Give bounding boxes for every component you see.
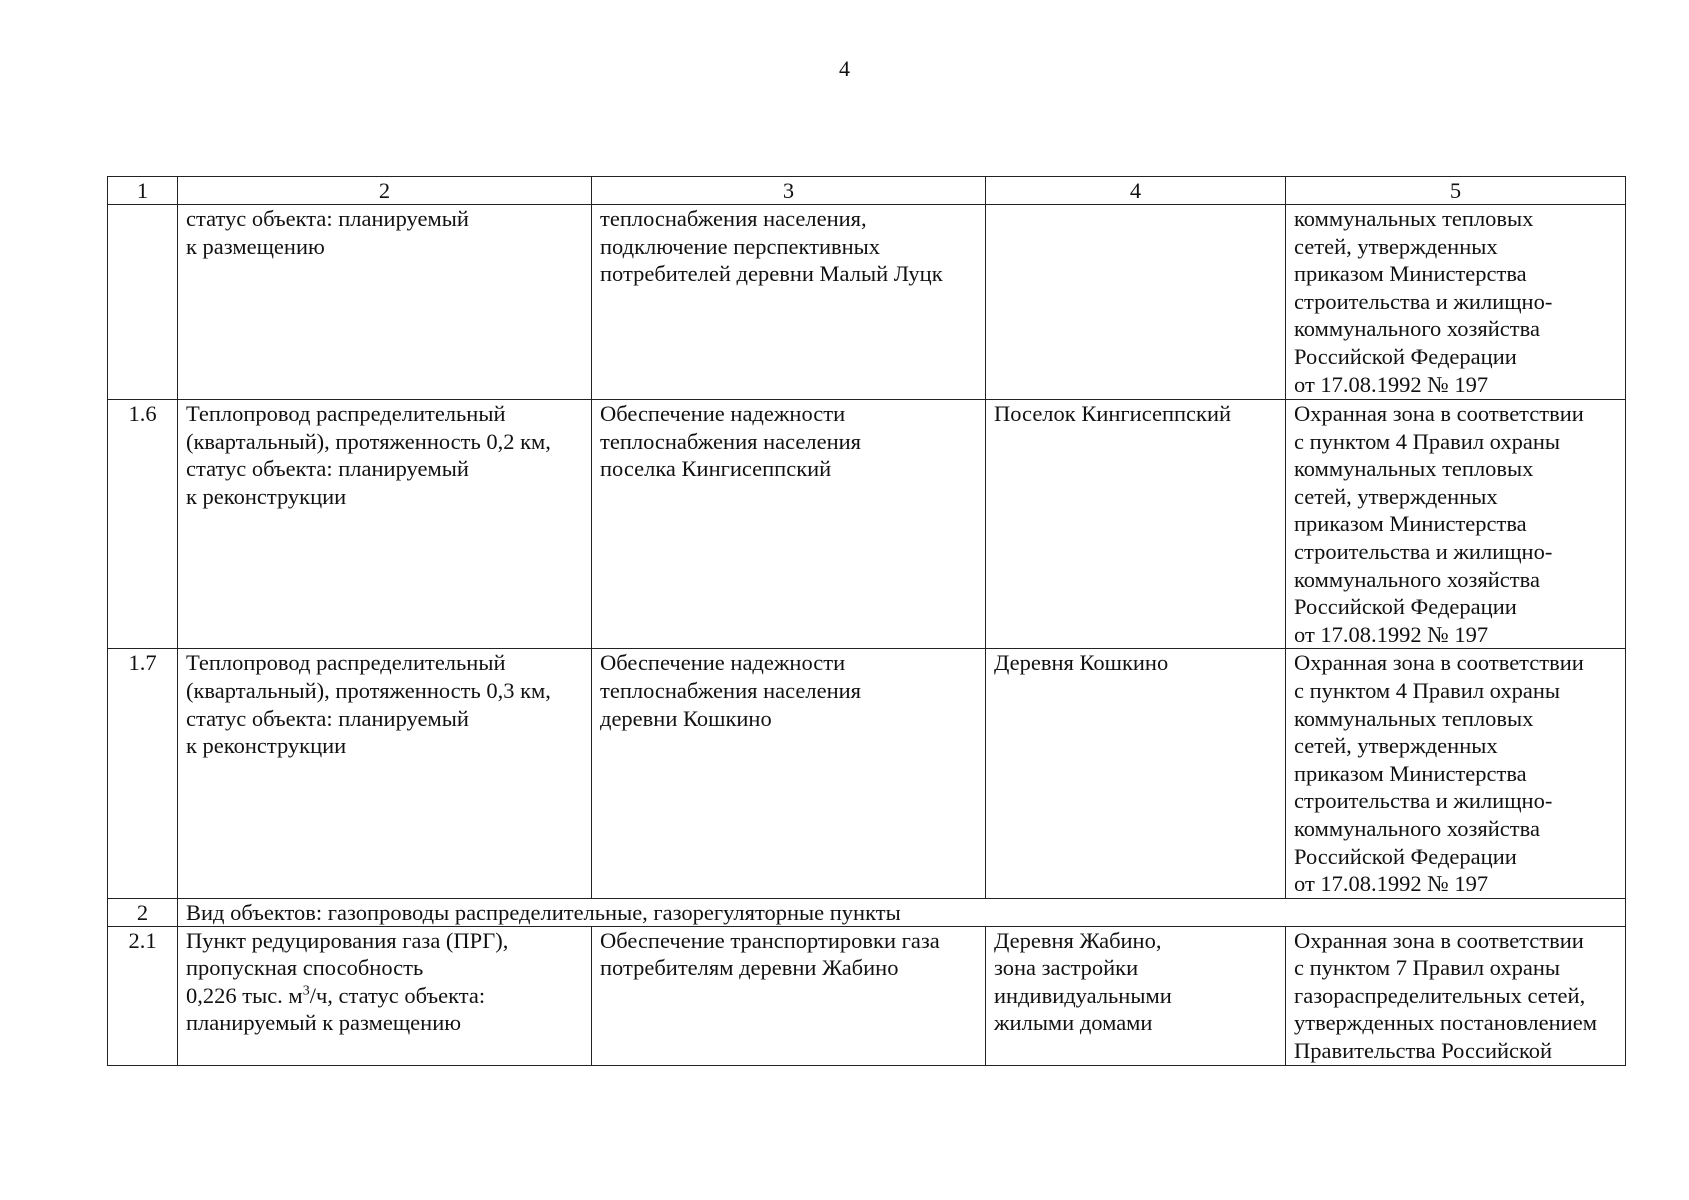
location-line: индивидуальными xyxy=(994,982,1172,1008)
location-cell: Поселок Кингисеппский xyxy=(986,400,1286,649)
purpose-line: потребителей деревни Малый Луцк xyxy=(600,261,943,287)
purpose-cell xyxy=(592,926,986,1065)
objects-table xyxy=(107,176,1626,1066)
purpose-line: подключение перспективных xyxy=(600,233,881,259)
zone-line: Российской Федерации xyxy=(1294,343,1517,369)
row-number-cell: 1.7 xyxy=(108,649,178,898)
capacity-status-text: /ч, статус объекта: xyxy=(309,982,486,1008)
purpose-line: Обеспечение надежности xyxy=(600,401,846,426)
purpose-line: потребителям деревни Жабино xyxy=(600,955,899,981)
zone-line: от 17.08.1992 № 197 xyxy=(1294,621,1489,647)
section-title-cell: Вид объектов: газопроводы распределительные, газорегуляторные пункты xyxy=(178,898,1626,926)
object-name-line: статус объекта: планируемый xyxy=(186,206,469,231)
zone-line: Охранная зона в соответствии xyxy=(1294,927,1584,953)
purpose-line: теплоснабжения населения, xyxy=(600,206,867,231)
zone-line: строительства и жилищно- xyxy=(1294,288,1553,314)
object-name-line: Теплопровод распределительный xyxy=(186,401,506,426)
zone-line: утвержденных постановлением xyxy=(1294,1010,1597,1036)
object-name-line: Теплопровод распределительный xyxy=(186,650,506,676)
section-row xyxy=(108,898,1626,926)
zone-line: строительства и жилищно- xyxy=(1294,538,1553,564)
zone-line: коммунального хозяйства xyxy=(1294,316,1540,342)
zone-line: газораспределительных сетей, xyxy=(1294,982,1586,1008)
protection-zone-cell xyxy=(1286,400,1626,649)
object-name-cell xyxy=(178,400,592,649)
protection-zone-cell xyxy=(1286,926,1626,1065)
row-number-cell: 2 xyxy=(108,898,178,926)
zone-line: сетей, утвержденных xyxy=(1294,733,1498,759)
protection-zone-cell xyxy=(1286,649,1626,898)
header-cell-2: 2 xyxy=(178,177,592,205)
zone-line: от 17.08.1992 № 197 xyxy=(1294,871,1489,897)
object-name-line xyxy=(186,982,583,1010)
table-row xyxy=(108,649,1626,898)
table-header-row xyxy=(108,177,1626,205)
location-line: жилыми домами xyxy=(994,1010,1153,1036)
object-name-cell xyxy=(178,649,592,898)
location-line: Деревня Жабино, xyxy=(994,927,1162,953)
zone-line: приказом Министерства xyxy=(1294,511,1527,537)
zone-line: Охранная зона в соответствии xyxy=(1294,401,1584,426)
row-number-cell: 1.6 xyxy=(108,400,178,649)
object-name-line: к реконструкции xyxy=(186,733,347,759)
object-name-line: к размещению xyxy=(186,233,325,259)
zone-line: коммунальных тепловых xyxy=(1294,705,1534,731)
header-cell-5: 5 xyxy=(1286,177,1626,205)
zone-line: коммунального хозяйства xyxy=(1294,815,1540,841)
zone-line: Правительства Российской xyxy=(1294,1038,1553,1064)
zone-line: приказом Министерства xyxy=(1294,760,1527,786)
zone-line: коммунального хозяйства xyxy=(1294,566,1540,592)
zone-line: с пунктом 4 Правил охраны xyxy=(1294,428,1561,454)
zone-line: Российской Федерации xyxy=(1294,843,1517,869)
table-row xyxy=(108,400,1626,649)
zone-line: сетей, утвержденных xyxy=(1294,483,1498,509)
zone-line: приказом Министерства xyxy=(1294,261,1527,287)
object-name-line: пропускная способность xyxy=(186,955,424,981)
purpose-line: Обеспечение надежности xyxy=(600,650,846,676)
purpose-cell xyxy=(592,400,986,649)
header-cell-3: 3 xyxy=(592,177,986,205)
header-cell-4: 4 xyxy=(986,177,1286,205)
location-cell: Деревня Кошкино xyxy=(986,649,1286,898)
object-name-line: Пункт редуцирования газа (ПРГ), xyxy=(186,927,509,953)
zone-line: с пунктом 4 Правил охраны xyxy=(1294,677,1561,703)
purpose-line: поселка Кингисеппский xyxy=(600,456,832,482)
row-number-cell xyxy=(108,205,178,400)
zone-line: коммунальных тепловых xyxy=(1294,456,1534,482)
location-cell xyxy=(986,926,1286,1065)
zone-line: коммунальных тепловых xyxy=(1294,206,1534,231)
object-name-line: (квартальный), протяженность 0,3 км, xyxy=(186,677,551,703)
location-line: зона застройки xyxy=(994,955,1139,981)
zone-line: с пунктом 7 Правил охраны xyxy=(1294,955,1561,981)
object-name-line: к реконструкции xyxy=(186,483,347,509)
purpose-line: теплоснабжения населения xyxy=(600,428,862,454)
table-row xyxy=(108,926,1626,1065)
purpose-line: Обеспечение транспортировки газа xyxy=(600,927,940,953)
location-cell xyxy=(986,205,1286,400)
object-name-line: статус объекта: планируемый xyxy=(186,705,469,731)
protection-zone-cell xyxy=(1286,205,1626,400)
purpose-line: теплоснабжения населения xyxy=(600,677,862,703)
object-name-line: (квартальный), протяженность 0,2 км, xyxy=(186,428,551,454)
zone-line: строительства и жилищно- xyxy=(1294,788,1553,814)
header-cell-1: 1 xyxy=(108,177,178,205)
purpose-cell xyxy=(592,205,986,400)
page-number: 4 xyxy=(839,56,850,81)
object-name-cell xyxy=(178,926,592,1065)
zone-line: Российской Федерации xyxy=(1294,594,1517,620)
purpose-cell xyxy=(592,649,986,898)
row-number-cell: 2.1 xyxy=(108,926,178,1065)
object-name-cell xyxy=(178,205,592,400)
capacity-text: 0,226 тыс. м xyxy=(186,982,303,1008)
table-row xyxy=(108,205,1626,400)
zone-line: сетей, утвержденных xyxy=(1294,233,1498,259)
purpose-line: деревни Кошкино xyxy=(600,705,772,731)
object-name-line: статус объекта: планируемый xyxy=(186,456,469,482)
zone-line: Охранная зона в соответствии xyxy=(1294,650,1584,676)
object-name-line: планируемый к размещению xyxy=(186,1010,462,1036)
capacity-unit-superscript: 3 xyxy=(302,983,310,999)
zone-line: от 17.08.1992 № 197 xyxy=(1294,371,1489,397)
